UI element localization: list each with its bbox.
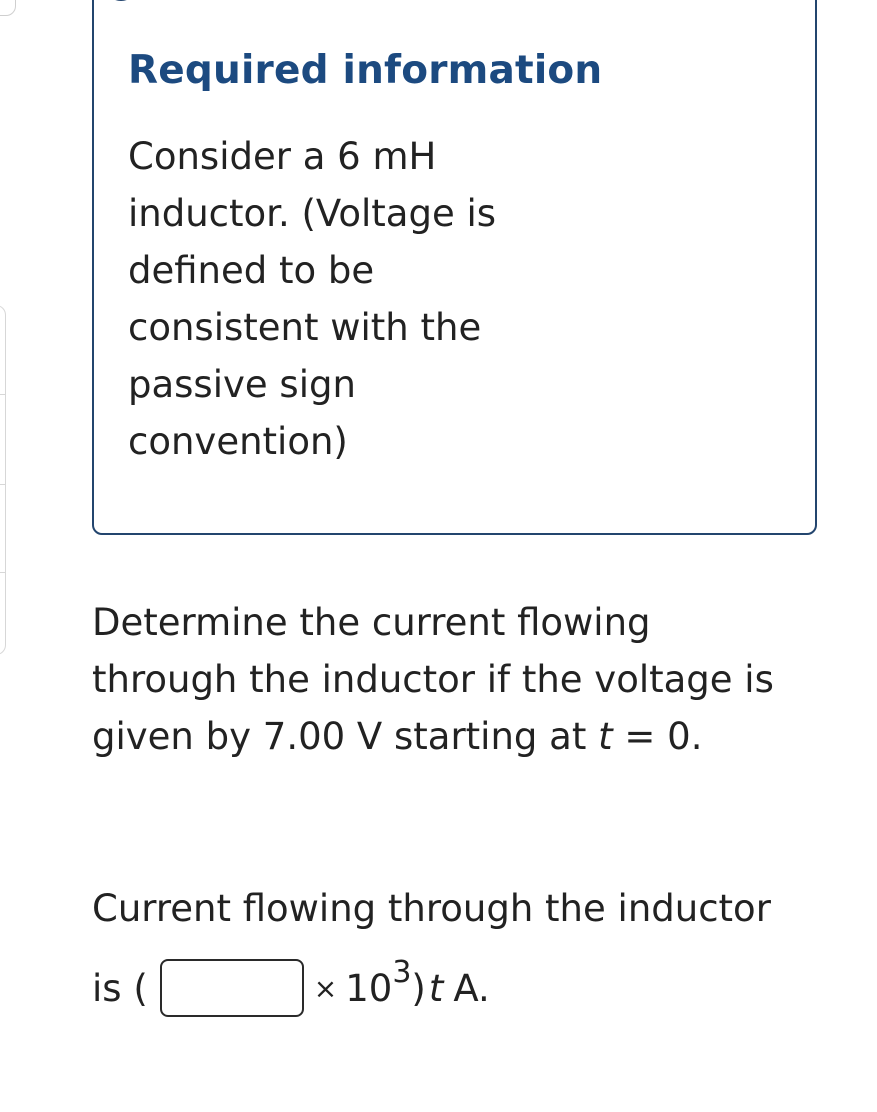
answer-unit: A. [453,966,490,1010]
power-base: 10 [345,966,393,1010]
info-line: Consider a 6 mH [128,135,437,178]
info-line: defined to be [128,249,375,292]
answer-row [92,950,490,1026]
answer-prefix: is ( [92,966,148,1010]
question-line: Determine the current flowing [92,601,651,644]
time-variable: t [598,715,613,758]
power-exponent: 3 [392,954,412,990]
info-line: convention) [128,420,348,463]
card-accent [104,0,138,1]
left-side-panel [0,305,6,655]
answer-lead-text: Current flowing through the inductor [92,887,771,930]
question-line: given by 7.00 V starting at [92,715,599,758]
required-information-title: Required information [128,48,603,93]
close-paren: ) [411,966,426,1010]
info-line: consistent with the [128,306,482,349]
left-panel-divider [0,572,5,573]
required-information-text [128,128,568,470]
question-line-end: = 0. [612,715,703,758]
answer-input[interactable] [160,959,304,1017]
left-panel-divider [0,484,5,485]
question-prompt [92,594,872,765]
question-line: through the inductor if the voltage is [92,658,774,701]
times-sign: × [313,971,338,1005]
left-panel-corner [0,0,16,16]
answer-time-variable: t [428,966,444,1010]
info-line: passive sign [128,363,356,406]
left-panel-divider [0,394,5,395]
info-line: inductor. (Voltage is [128,192,497,235]
